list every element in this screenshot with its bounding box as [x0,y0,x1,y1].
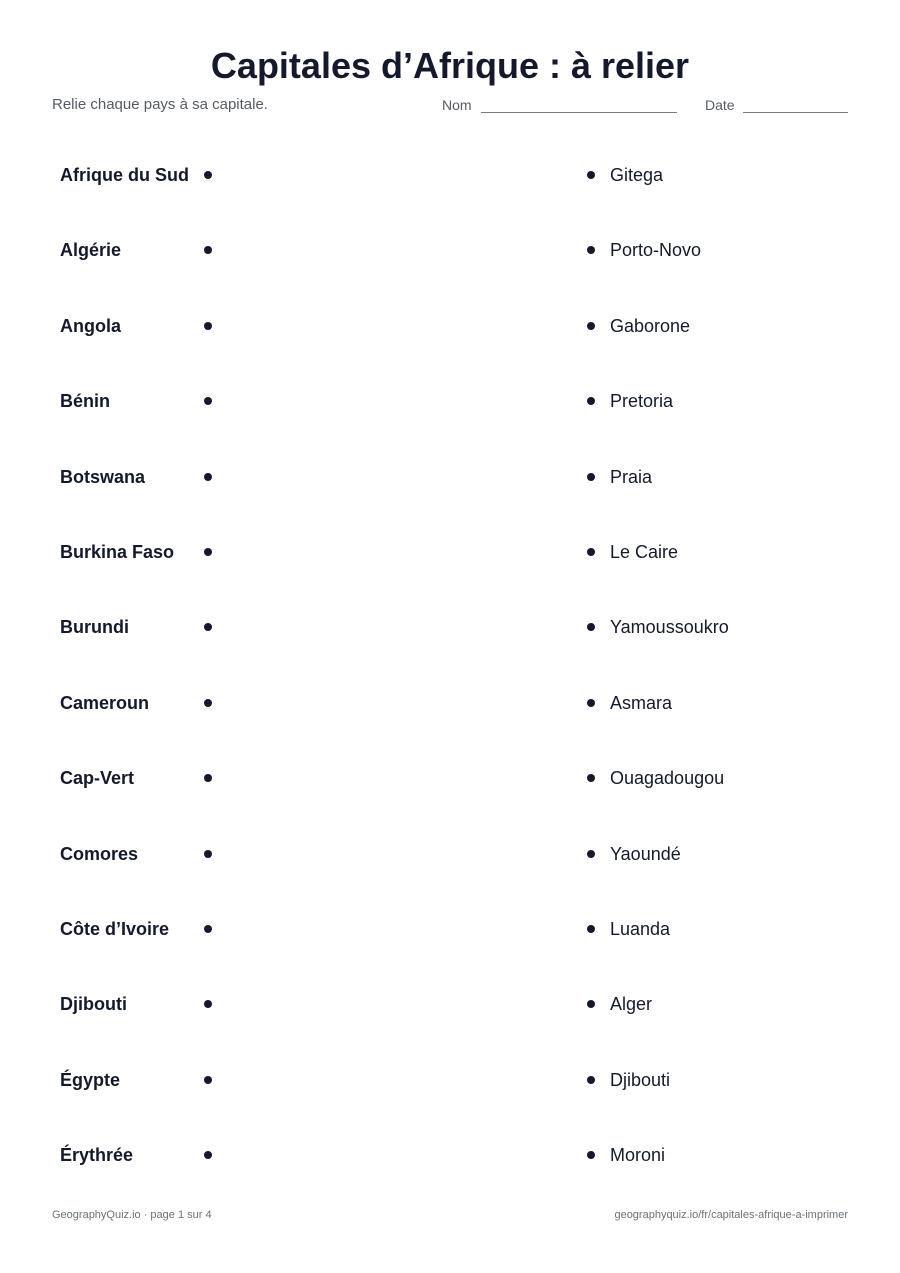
capital-label: Ouagadougou [610,768,725,788]
country-connector-dot[interactable] [204,397,212,405]
country-connector-dot[interactable] [204,699,212,707]
instructions: Relie chaque pays à sa capitale. [52,96,268,113]
capital-connector-dot[interactable] [587,699,595,707]
match-row [0,839,900,869]
capital-label: Luanda [610,919,671,939]
country-connector-dot[interactable] [204,623,212,631]
capital-label: Moroni [610,1145,666,1165]
capital-connector-dot[interactable] [587,397,595,405]
country-connector-dot[interactable] [204,850,212,858]
country-connector-dot[interactable] [204,246,212,254]
country-label: Botswana [60,467,146,487]
country-label: Comores [60,844,139,864]
capital-label: Pretoria [610,391,674,411]
capital-connector-dot[interactable] [587,850,595,858]
country-label: Côte d’Ivoire [60,919,170,939]
country-connector-dot[interactable] [204,322,212,330]
country-label: Angola [60,316,121,336]
capital-label: Porto-Novo [610,240,702,260]
match-row [0,462,900,492]
country-label: Érythrée [60,1145,134,1165]
date-label: Date [705,97,735,113]
country-label: Afrique du Sud [60,165,189,185]
capital-connector-dot[interactable] [587,246,595,254]
capital-connector-dot[interactable] [587,623,595,631]
capital-label: Yamoussoukro [610,617,729,637]
country-connector-dot[interactable] [204,171,212,179]
capital-connector-dot[interactable] [587,1000,595,1008]
match-row [0,688,900,718]
name-label: Nom [442,97,472,113]
country-connector-dot[interactable] [204,1151,212,1159]
match-row [0,537,900,567]
country-connector-dot[interactable] [204,1076,212,1084]
page-title: Capitales d’Afrique : à relier [210,45,690,86]
capital-connector-dot[interactable] [587,473,595,481]
country-connector-dot[interactable] [204,548,212,556]
country-connector-dot[interactable] [204,925,212,933]
match-row [0,386,900,416]
capital-label: Djibouti [610,1070,671,1090]
date-field-line[interactable] [743,112,848,113]
capital-label: Alger [610,994,653,1014]
capital-connector-dot[interactable] [587,1076,595,1084]
country-connector-dot[interactable] [204,473,212,481]
capital-label: Gaborone [610,316,691,336]
match-row [0,612,900,642]
match-row [0,1065,900,1095]
capital-connector-dot[interactable] [587,774,595,782]
capital-connector-dot[interactable] [587,322,595,330]
country-label: Algérie [60,240,122,260]
capital-label: Asmara [610,693,673,713]
capital-connector-dot[interactable] [587,1151,595,1159]
country-label: Burkina Faso [60,542,175,562]
capital-connector-dot[interactable] [587,548,595,556]
country-label: Bénin [60,391,111,411]
capital-label: Praia [610,467,653,487]
country-label: Burundi [60,617,129,637]
match-row [0,763,900,793]
capital-connector-dot[interactable] [587,171,595,179]
match-row [0,160,900,190]
match-row [0,235,900,265]
name-field-line[interactable] [481,112,677,113]
match-row [0,914,900,944]
footer-url: geographyquiz.io/fr/capitales-afrique-a-imprimer [614,1209,848,1221]
capital-label: Gitega [610,165,664,185]
match-row [0,311,900,341]
capital-connector-dot[interactable] [587,925,595,933]
country-connector-dot[interactable] [204,1000,212,1008]
match-row [0,1140,900,1170]
capital-label: Le Caire [610,542,679,562]
footer-page-info: GeographyQuiz.io · page 1 sur 4 [52,1209,212,1221]
country-label: Égypte [60,1070,121,1090]
country-label: Djibouti [60,994,127,1014]
country-connector-dot[interactable] [204,774,212,782]
country-label: Cap-Vert [60,768,135,788]
match-row [0,989,900,1019]
capital-label: Yaoundé [610,844,681,864]
country-label: Cameroun [60,693,150,713]
